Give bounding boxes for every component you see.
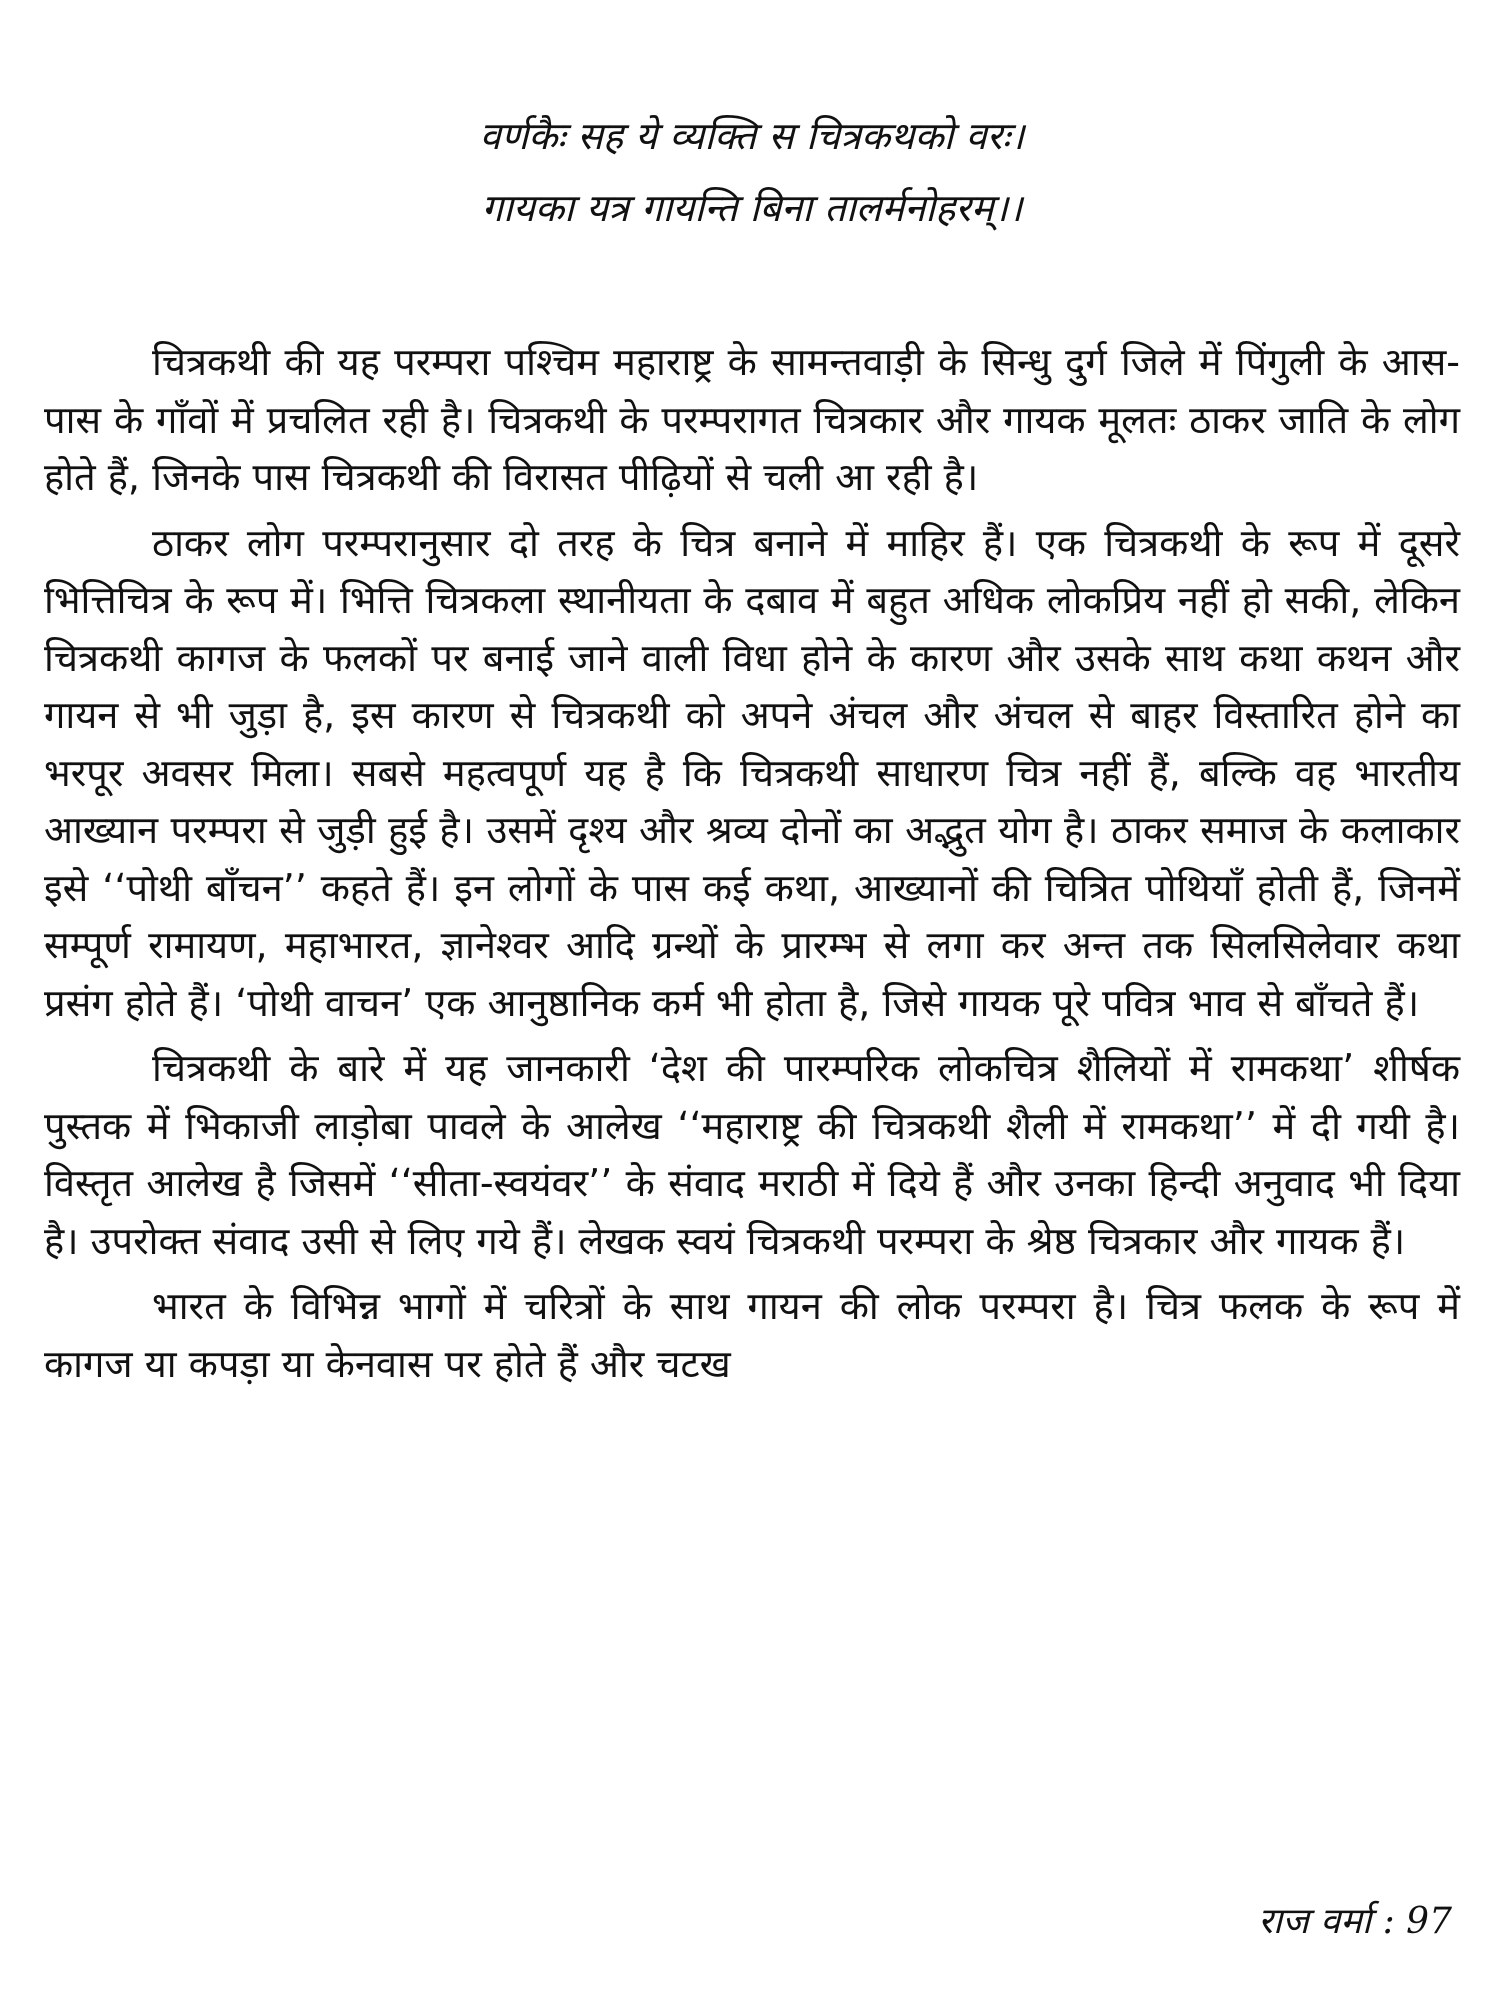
paragraph-4: भारत के विभिन्न भागों में चरित्रों के साथ गायन की लोक परम्परा है। चित्र फलक के रूप में कागज या कपड़ा या केनवास पर होते हैं और चटख bbox=[44, 1284, 1460, 1386]
paragraph-2: ठाकर लोग परम्परानुसार दो तरह के चित्र बनाने में माहिर हैं। एक चित्रकथी के रूप में दूसरे भित्तिचित्र के रूप में। भित्ति चित्रकला स्थानीयता के दबाव में बहुत अधिक लोकप्रिय नहीं हो सकी, लेकिन चित्रकथी कागज के फलकों पर बनाई जाने वाली विधा होने के कारण और उसके साथ कथा कथन और गायन से भी जुड़ा है, इस कारण से चित्रकथी को अपने अंचल और अंचल से बाहर विस्तारित होने का भरपूर अवसर मिला। सबसे महत्वपूर्ण यह है कि चित्रकथी साधारण चित्र नहीं हैं, बल्कि वह भारतीय आख्यान परम्परा से जुड़ी हुई है। उसमें दृश्य और श्रव्य दोनों का अद्भुत योग है। ठाकर समाज के कलाकार इसे ‘‘पोथी बाँचन’’ कहते हैं। इन लोगों के पास कई कथा, आख्यानों की चित्रित पोथियाँ होती हैं, जिनमें सम्पूर्ण रामायण, महाभारत, ज्ञानेश्वर आदि ग्रन्थों के प्रारम्भ से लगा कर अन्त तक सिलसिलेवार कथा प्रसंग होते हैं। ‘पोथी वाचन’ एक आनुष्ठानिक कर्म भी होता है, जिसे गायक पूरे पवित्र भाव से बाँचते हैं। bbox=[44, 520, 1460, 1025]
paragraph-1: चित्रकथी की यह परम्परा पश्चिम महाराष्ट्र के सामन्तवाड़ी के सिन्धु दुर्ग जिले में पिंगुली के आस-पास के गाँवों में प्रचलित रही है। चित्रकथी के परम्परागत चित्रकार और गायक मूलतः ठाकर जाति के लोग होते हैं, जिनके पास चित्रकथी की विरासत पीढ़ियों से चली आ रही है। bbox=[44, 340, 1460, 499]
verse-line-1: वर्णकैः सह ये व्यक्ति स चित्रकथको वरः। bbox=[479, 114, 1025, 158]
sanskrit-verse bbox=[44, 100, 1460, 244]
verse-line-2: गायका यत्र गायन्ति बिना तालर्मनोहरम्।। bbox=[481, 186, 1023, 230]
body-text bbox=[44, 334, 1460, 1393]
paragraph-3: चित्रकथी के बारे में यह जानकारी ‘देश की पारम्परिक लोकचित्र शैलियों में रामकथा’ शीर्षक पुस्तक में भिकाजी लाड़ोबा पावले के आलेख ‘‘महाराष्ट्र की चित्रकथी शैली में रामकथा’’ में दी गयी है। विस्तृत आलेख है जिसमें ‘‘सीता-स्वयंवर’’ के संवाद मराठी में दिये हैं और उनका हिन्दी अनुवाद भी दिया है। उपरोक्त संवाद उसी से लिए गये हैं। लेखक स्वयं चित्रकथी परम्परा के श्रेष्ठ चित्रकार और गायक हैं। bbox=[44, 1046, 1460, 1263]
page-footer: राज वर्मा : 97 bbox=[1258, 1901, 1452, 1942]
